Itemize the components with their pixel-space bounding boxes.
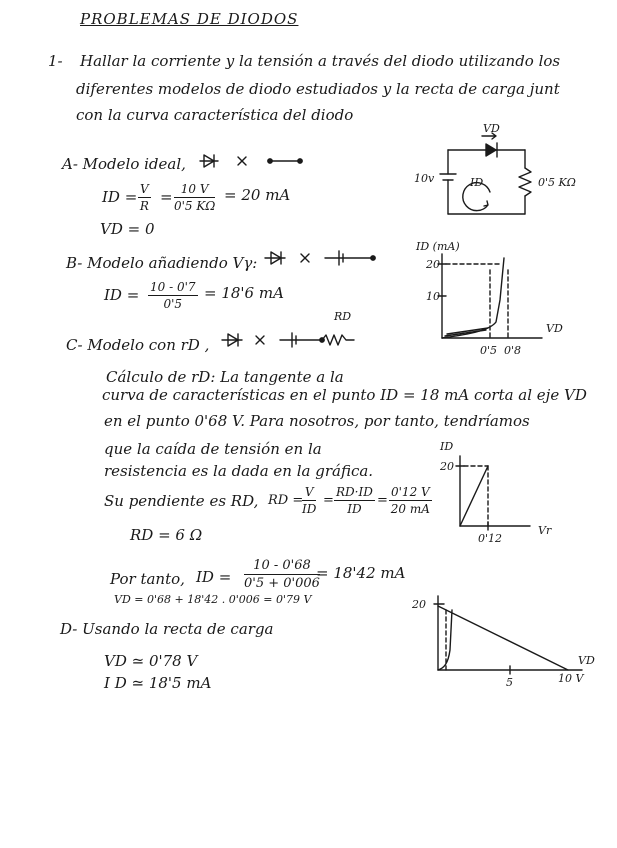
frac-denominator: 20 mA <box>390 502 430 516</box>
circuit-source-label: 10v <box>414 172 435 185</box>
section-c-text-2: curva de características en el punto ID = 18 mA corta al eje VD <box>102 386 587 404</box>
section-c-text-1: Cálculo de rD: La tangente a la <box>106 368 344 386</box>
section-c-text-3: en el punto 0'68 V. Para nosotros, por tanto, tendríamos <box>104 412 530 430</box>
frac-numerator: 0'12 V <box>391 485 430 499</box>
section-c-frac3 <box>389 485 432 516</box>
frac-numerator: 10 - 0'68 <box>244 558 320 575</box>
frac-numerator: V <box>302 485 316 501</box>
graph1-y20: 20 <box>426 258 440 271</box>
circuit-diagram <box>410 120 590 220</box>
rd-value: RD = 6 Ω <box>130 526 203 544</box>
section-b-heading: B- Modelo añadiendo Vγ: <box>66 254 258 272</box>
frac-denominator: 0'5 KΩ <box>174 199 216 213</box>
graph2-ylabel: ID <box>440 440 454 453</box>
frac-numerator: 10 - 0'7 <box>150 280 196 294</box>
frac-denominator: ID <box>302 502 317 516</box>
section-a-heading: A- Modelo ideal, <box>62 155 186 173</box>
graph1-ylabel: ID (mA) <box>416 240 460 253</box>
frac-denominator: 0'5 + 0'006 <box>244 576 320 591</box>
equals: = <box>377 493 388 508</box>
graph3-xlabel: VD <box>578 654 595 667</box>
diode-vgamma-symbol <box>265 249 385 269</box>
frac-denominator: ID <box>347 502 362 516</box>
section-d-heading: D- Usando la recta de carga <box>60 620 274 638</box>
equals: = <box>323 493 334 508</box>
equals: = <box>160 188 173 206</box>
graph3-y20: 20 <box>412 598 426 611</box>
section-a-result: = 20 mA <box>224 186 291 204</box>
section-a-frac1 <box>138 182 151 213</box>
section-c-text-6b: RD = <box>268 493 304 508</box>
section-d-vd: VD ≃ 0'78 V <box>104 652 198 670</box>
section-c-vd-line: VD = 0'68 + 18'42 . 0'006 = 0'79 V <box>114 593 312 606</box>
section-c-result: = 18'42 mA <box>316 564 406 582</box>
graph2-y20: 20 <box>440 460 454 473</box>
graph1-x05: 0'5 <box>480 344 498 357</box>
section-b-frac <box>148 280 198 311</box>
frac-numerator: RD·ID <box>336 485 373 499</box>
section-a-vd: VD = 0 <box>100 220 155 238</box>
graph2-x012: 0'12 <box>478 532 503 545</box>
circuit-resistor-label: 0'5 KΩ <box>538 176 576 189</box>
problem-number: 1- <box>48 52 63 70</box>
diode-characteristic-graph <box>412 240 572 360</box>
circuit-vd-label: VD <box>483 122 500 135</box>
frac-denominator: 0'5 <box>163 297 183 311</box>
graph1-x08: 0'8 <box>504 344 522 357</box>
por-tanto: Por tanto, <box>110 570 185 588</box>
rd-label: RD <box>334 310 352 323</box>
graph3-x10: 10 V <box>558 672 584 685</box>
section-d-id: I D ≃ 18'5 mA <box>104 674 212 692</box>
frac-numerator: 10 V <box>174 182 215 198</box>
section-a-id-lhs: ID = <box>102 188 138 206</box>
load-line-graph <box>410 590 600 690</box>
frac-denominator: R <box>139 199 149 213</box>
problem-line-2: diferentes modelos de diodo estudiados y la recta de carga junt <box>76 80 560 98</box>
page-title: PROBLEMAS DE DIODOS <box>80 10 299 28</box>
section-b-result: = 18'6 mA <box>204 284 284 302</box>
problem-line-3: con la curva característica del diodo <box>76 106 354 124</box>
section-c-text-5: resistencia es la dada en la gráfica. <box>104 462 374 480</box>
graph2-xlabel: Vr <box>538 524 552 537</box>
section-c-frac1 <box>302 485 316 516</box>
section-c-frac4 <box>244 558 320 591</box>
section-c-id-lhs: ID = <box>196 568 232 586</box>
graph3-x5: 5 <box>506 676 513 689</box>
section-c-text-4: que la caída de tensión en la <box>104 440 322 458</box>
tangent-graph <box>430 438 560 548</box>
section-c-frac2 <box>334 485 375 516</box>
frac-numerator: V <box>140 182 149 196</box>
section-a-frac2 <box>174 182 215 213</box>
ideal-diode-symbol <box>200 152 310 172</box>
problem-line-1: Hallar la corriente y la tensión a través del diodo utilizando los <box>80 52 561 70</box>
diode-rd-symbol <box>222 310 362 350</box>
section-b-id-lhs: ID = <box>104 286 140 304</box>
graph1-xlabel: VD <box>546 322 563 335</box>
graph1-y10: 10 <box>426 290 440 303</box>
section-c-text-6a: Su pendiente es RD, <box>104 492 259 510</box>
section-c-heading: C- Modelo con rD , <box>66 336 210 354</box>
circuit-current-label: ID <box>470 176 484 189</box>
